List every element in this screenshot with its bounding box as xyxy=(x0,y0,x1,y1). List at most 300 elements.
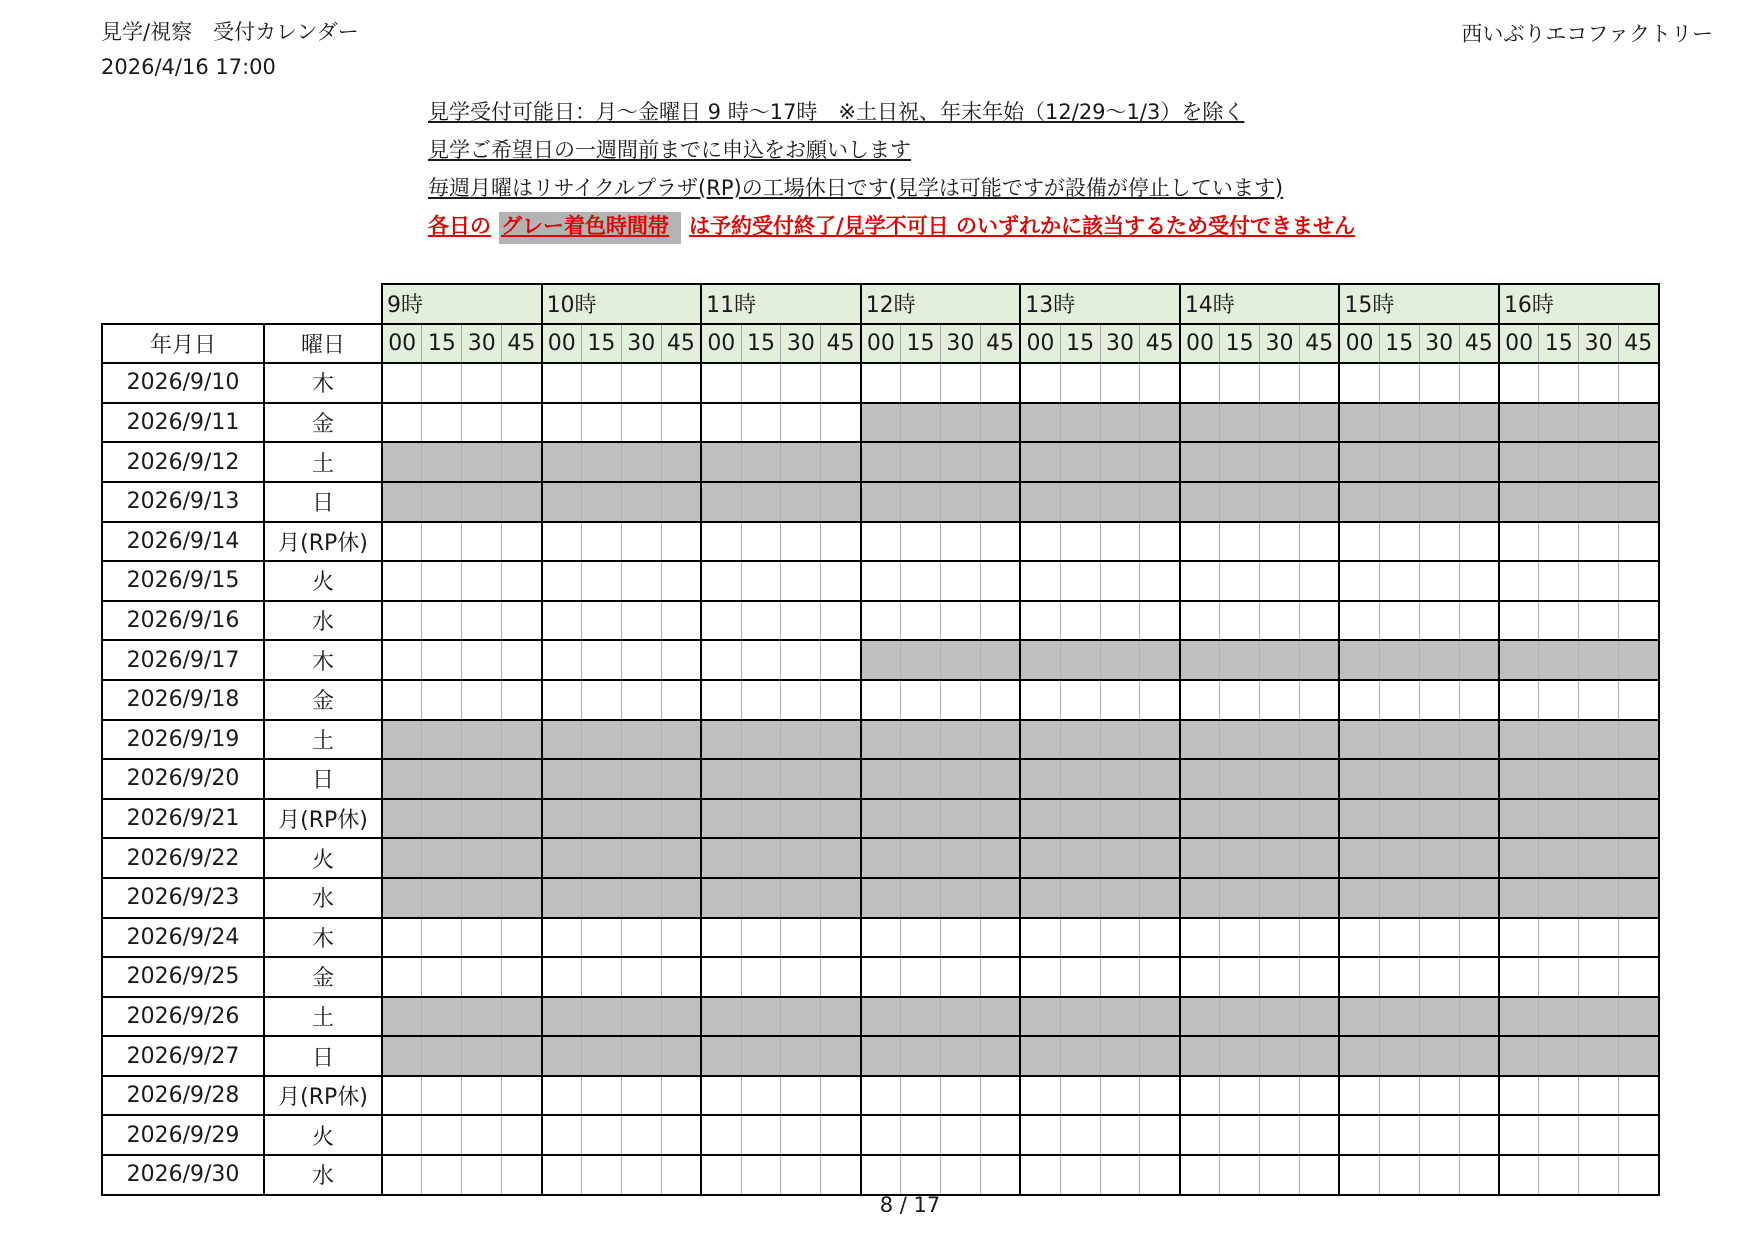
time-slot-available[interactable] xyxy=(1539,601,1579,641)
time-slot-available[interactable] xyxy=(581,1076,621,1116)
time-slot-available[interactable] xyxy=(701,918,741,958)
time-slot-available[interactable] xyxy=(422,1155,462,1195)
time-slot-available[interactable] xyxy=(1220,561,1260,601)
time-slot-available[interactable] xyxy=(1379,522,1419,562)
time-slot-available[interactable] xyxy=(1499,918,1539,958)
time-slot-available[interactable] xyxy=(1539,1155,1579,1195)
time-slot-available[interactable] xyxy=(1299,680,1339,720)
time-slot-available[interactable] xyxy=(1459,680,1499,720)
time-slot-available[interactable] xyxy=(701,1076,741,1116)
time-slot-available[interactable] xyxy=(1459,1115,1499,1155)
time-slot-available[interactable] xyxy=(661,957,701,997)
time-slot-available[interactable] xyxy=(422,640,462,680)
time-slot-available[interactable] xyxy=(1260,363,1300,403)
time-slot-available[interactable] xyxy=(1339,1076,1379,1116)
time-slot-available[interactable] xyxy=(741,601,781,641)
time-slot-available[interactable] xyxy=(861,522,901,562)
time-slot-available[interactable] xyxy=(1260,957,1300,997)
time-slot-available[interactable] xyxy=(901,1115,941,1155)
time-slot-available[interactable] xyxy=(1539,957,1579,997)
time-slot-available[interactable] xyxy=(581,522,621,562)
time-slot-available[interactable] xyxy=(1379,680,1419,720)
time-slot-available[interactable] xyxy=(1339,1115,1379,1155)
time-slot-available[interactable] xyxy=(661,1076,701,1116)
time-slot-available[interactable] xyxy=(1100,680,1140,720)
time-slot-available[interactable] xyxy=(701,1155,741,1195)
time-slot-available[interactable] xyxy=(861,561,901,601)
time-slot-available[interactable] xyxy=(382,957,422,997)
time-slot-available[interactable] xyxy=(781,522,821,562)
time-slot-available[interactable] xyxy=(821,1076,861,1116)
time-slot-available[interactable] xyxy=(1180,1076,1220,1116)
time-slot-available[interactable] xyxy=(1339,1155,1379,1195)
time-slot-available[interactable] xyxy=(1060,1155,1100,1195)
time-slot-available[interactable] xyxy=(422,561,462,601)
time-slot-available[interactable] xyxy=(821,957,861,997)
time-slot-available[interactable] xyxy=(621,522,661,562)
time-slot-available[interactable] xyxy=(1619,1115,1659,1155)
time-slot-available[interactable] xyxy=(422,403,462,443)
time-slot-available[interactable] xyxy=(462,918,502,958)
time-slot-available[interactable] xyxy=(1100,363,1140,403)
time-slot-available[interactable] xyxy=(1299,363,1339,403)
time-slot-available[interactable] xyxy=(1539,1076,1579,1116)
time-slot-available[interactable] xyxy=(1060,1115,1100,1155)
time-slot-available[interactable] xyxy=(542,957,582,997)
time-slot-available[interactable] xyxy=(980,1076,1020,1116)
time-slot-available[interactable] xyxy=(1579,601,1619,641)
time-slot-available[interactable] xyxy=(821,403,861,443)
time-slot-available[interactable] xyxy=(581,1115,621,1155)
time-slot-available[interactable] xyxy=(1379,561,1419,601)
time-slot-available[interactable] xyxy=(1379,601,1419,641)
time-slot-available[interactable] xyxy=(621,363,661,403)
time-slot-available[interactable] xyxy=(542,403,582,443)
time-slot-available[interactable] xyxy=(502,403,542,443)
time-slot-available[interactable] xyxy=(422,918,462,958)
time-slot-available[interactable] xyxy=(1220,680,1260,720)
time-slot-available[interactable] xyxy=(502,640,542,680)
time-slot-available[interactable] xyxy=(940,1076,980,1116)
time-slot-available[interactable] xyxy=(701,680,741,720)
time-slot-available[interactable] xyxy=(1020,680,1060,720)
time-slot-available[interactable] xyxy=(661,918,701,958)
time-slot-available[interactable] xyxy=(701,601,741,641)
time-slot-available[interactable] xyxy=(1140,957,1180,997)
time-slot-available[interactable] xyxy=(741,680,781,720)
time-slot-available[interactable] xyxy=(861,1076,901,1116)
time-slot-available[interactable] xyxy=(901,1076,941,1116)
time-slot-available[interactable] xyxy=(861,680,901,720)
time-slot-available[interactable] xyxy=(741,957,781,997)
time-slot-available[interactable] xyxy=(1459,363,1499,403)
time-slot-available[interactable] xyxy=(781,918,821,958)
time-slot-available[interactable] xyxy=(1379,957,1419,997)
time-slot-available[interactable] xyxy=(581,957,621,997)
time-slot-available[interactable] xyxy=(701,640,741,680)
time-slot-available[interactable] xyxy=(1140,680,1180,720)
time-slot-available[interactable] xyxy=(1499,522,1539,562)
time-slot-available[interactable] xyxy=(1619,680,1659,720)
time-slot-available[interactable] xyxy=(1499,1155,1539,1195)
time-slot-available[interactable] xyxy=(940,601,980,641)
time-slot-available[interactable] xyxy=(940,561,980,601)
time-slot-available[interactable] xyxy=(1220,1076,1260,1116)
time-slot-available[interactable] xyxy=(1140,601,1180,641)
time-slot-available[interactable] xyxy=(861,363,901,403)
time-slot-available[interactable] xyxy=(502,363,542,403)
time-slot-available[interactable] xyxy=(1020,957,1060,997)
time-slot-available[interactable] xyxy=(1459,561,1499,601)
time-slot-available[interactable] xyxy=(940,1115,980,1155)
time-slot-available[interactable] xyxy=(980,522,1020,562)
time-slot-available[interactable] xyxy=(1579,1076,1619,1116)
time-slot-available[interactable] xyxy=(462,640,502,680)
time-slot-available[interactable] xyxy=(1299,522,1339,562)
time-slot-available[interactable] xyxy=(1419,680,1459,720)
time-slot-available[interactable] xyxy=(1579,957,1619,997)
time-slot-available[interactable] xyxy=(621,680,661,720)
time-slot-available[interactable] xyxy=(1100,601,1140,641)
time-slot-available[interactable] xyxy=(821,1115,861,1155)
time-slot-available[interactable] xyxy=(1020,1155,1060,1195)
time-slot-available[interactable] xyxy=(462,601,502,641)
time-slot-available[interactable] xyxy=(1020,1115,1060,1155)
time-slot-available[interactable] xyxy=(741,918,781,958)
time-slot-available[interactable] xyxy=(781,561,821,601)
time-slot-available[interactable] xyxy=(980,1155,1020,1195)
time-slot-available[interactable] xyxy=(1260,601,1300,641)
time-slot-available[interactable] xyxy=(901,1155,941,1195)
time-slot-available[interactable] xyxy=(1180,1115,1220,1155)
time-slot-available[interactable] xyxy=(1619,957,1659,997)
time-slot-available[interactable] xyxy=(1299,601,1339,641)
time-slot-available[interactable] xyxy=(581,640,621,680)
time-slot-available[interactable] xyxy=(741,1115,781,1155)
time-slot-available[interactable] xyxy=(422,680,462,720)
time-slot-available[interactable] xyxy=(1220,957,1260,997)
time-slot-available[interactable] xyxy=(940,363,980,403)
time-slot-available[interactable] xyxy=(542,1155,582,1195)
time-slot-available[interactable] xyxy=(1459,522,1499,562)
time-slot-available[interactable] xyxy=(542,1115,582,1155)
time-slot-available[interactable] xyxy=(581,1155,621,1195)
time-slot-available[interactable] xyxy=(1060,680,1100,720)
time-slot-available[interactable] xyxy=(1499,680,1539,720)
time-slot-available[interactable] xyxy=(422,1076,462,1116)
time-slot-available[interactable] xyxy=(1100,1076,1140,1116)
time-slot-available[interactable] xyxy=(1260,522,1300,562)
time-slot-available[interactable] xyxy=(1140,1155,1180,1195)
time-slot-available[interactable] xyxy=(1060,957,1100,997)
time-slot-available[interactable] xyxy=(901,601,941,641)
time-slot-available[interactable] xyxy=(1299,1076,1339,1116)
time-slot-available[interactable] xyxy=(1499,561,1539,601)
time-slot-available[interactable] xyxy=(462,1155,502,1195)
time-slot-available[interactable] xyxy=(781,680,821,720)
time-slot-available[interactable] xyxy=(940,1155,980,1195)
time-slot-available[interactable] xyxy=(581,561,621,601)
time-slot-available[interactable] xyxy=(1419,1115,1459,1155)
time-slot-available[interactable] xyxy=(701,957,741,997)
time-slot-available[interactable] xyxy=(861,1155,901,1195)
time-slot-available[interactable] xyxy=(1619,601,1659,641)
time-slot-available[interactable] xyxy=(1180,522,1220,562)
time-slot-available[interactable] xyxy=(821,363,861,403)
time-slot-available[interactable] xyxy=(422,601,462,641)
time-slot-available[interactable] xyxy=(701,1115,741,1155)
time-slot-available[interactable] xyxy=(980,680,1020,720)
time-slot-available[interactable] xyxy=(661,1115,701,1155)
time-slot-available[interactable] xyxy=(542,918,582,958)
time-slot-available[interactable] xyxy=(1020,561,1060,601)
time-slot-available[interactable] xyxy=(781,957,821,997)
time-slot-available[interactable] xyxy=(661,680,701,720)
time-slot-available[interactable] xyxy=(1419,1076,1459,1116)
time-slot-available[interactable] xyxy=(542,680,582,720)
time-slot-available[interactable] xyxy=(422,1115,462,1155)
time-slot-available[interactable] xyxy=(502,680,542,720)
time-slot-available[interactable] xyxy=(1220,1115,1260,1155)
time-slot-available[interactable] xyxy=(1339,680,1379,720)
time-slot-available[interactable] xyxy=(1539,1115,1579,1155)
time-slot-available[interactable] xyxy=(1220,918,1260,958)
time-slot-available[interactable] xyxy=(1260,680,1300,720)
time-slot-available[interactable] xyxy=(940,957,980,997)
time-slot-available[interactable] xyxy=(1379,918,1419,958)
time-slot-available[interactable] xyxy=(1579,918,1619,958)
time-slot-available[interactable] xyxy=(462,522,502,562)
time-slot-available[interactable] xyxy=(542,561,582,601)
time-slot-available[interactable] xyxy=(781,1076,821,1116)
time-slot-available[interactable] xyxy=(542,1076,582,1116)
time-slot-available[interactable] xyxy=(1140,561,1180,601)
time-slot-available[interactable] xyxy=(1579,680,1619,720)
time-slot-available[interactable] xyxy=(741,561,781,601)
time-slot-available[interactable] xyxy=(1180,957,1220,997)
time-slot-available[interactable] xyxy=(1379,363,1419,403)
time-slot-available[interactable] xyxy=(1299,1155,1339,1195)
time-slot-available[interactable] xyxy=(1499,601,1539,641)
time-slot-available[interactable] xyxy=(1339,957,1379,997)
time-slot-available[interactable] xyxy=(1299,957,1339,997)
time-slot-available[interactable] xyxy=(861,1115,901,1155)
time-slot-available[interactable] xyxy=(621,601,661,641)
time-slot-available[interactable] xyxy=(1220,601,1260,641)
time-slot-available[interactable] xyxy=(1419,918,1459,958)
time-slot-available[interactable] xyxy=(1419,1155,1459,1195)
time-slot-available[interactable] xyxy=(621,1155,661,1195)
time-slot-available[interactable] xyxy=(1339,561,1379,601)
time-slot-available[interactable] xyxy=(821,1155,861,1195)
time-slot-available[interactable] xyxy=(980,957,1020,997)
time-slot-available[interactable] xyxy=(382,1115,422,1155)
time-slot-available[interactable] xyxy=(661,561,701,601)
time-slot-available[interactable] xyxy=(462,363,502,403)
time-slot-available[interactable] xyxy=(1180,918,1220,958)
time-slot-available[interactable] xyxy=(661,403,701,443)
time-slot-available[interactable] xyxy=(781,403,821,443)
time-slot-available[interactable] xyxy=(581,363,621,403)
time-slot-available[interactable] xyxy=(901,363,941,403)
time-slot-available[interactable] xyxy=(1060,601,1100,641)
time-slot-available[interactable] xyxy=(1459,601,1499,641)
time-slot-available[interactable] xyxy=(1180,363,1220,403)
time-slot-available[interactable] xyxy=(382,1155,422,1195)
time-slot-available[interactable] xyxy=(901,680,941,720)
time-slot-available[interactable] xyxy=(741,640,781,680)
time-slot-available[interactable] xyxy=(1339,601,1379,641)
time-slot-available[interactable] xyxy=(1499,1115,1539,1155)
time-slot-available[interactable] xyxy=(861,918,901,958)
time-slot-available[interactable] xyxy=(901,561,941,601)
time-slot-available[interactable] xyxy=(1260,561,1300,601)
time-slot-available[interactable] xyxy=(502,601,542,641)
time-slot-available[interactable] xyxy=(502,1115,542,1155)
time-slot-available[interactable] xyxy=(502,918,542,958)
time-slot-available[interactable] xyxy=(581,918,621,958)
time-slot-available[interactable] xyxy=(1619,918,1659,958)
time-slot-available[interactable] xyxy=(1499,957,1539,997)
time-slot-available[interactable] xyxy=(741,403,781,443)
time-slot-available[interactable] xyxy=(621,403,661,443)
time-slot-available[interactable] xyxy=(1100,957,1140,997)
time-slot-available[interactable] xyxy=(621,1115,661,1155)
time-slot-available[interactable] xyxy=(1619,1155,1659,1195)
time-slot-available[interactable] xyxy=(621,640,661,680)
time-slot-available[interactable] xyxy=(621,957,661,997)
time-slot-available[interactable] xyxy=(422,363,462,403)
time-slot-available[interactable] xyxy=(1459,1155,1499,1195)
time-slot-available[interactable] xyxy=(462,680,502,720)
time-slot-available[interactable] xyxy=(1140,1076,1180,1116)
time-slot-available[interactable] xyxy=(821,522,861,562)
time-slot-available[interactable] xyxy=(1419,957,1459,997)
time-slot-available[interactable] xyxy=(701,403,741,443)
time-slot-available[interactable] xyxy=(1100,522,1140,562)
time-slot-available[interactable] xyxy=(661,640,701,680)
time-slot-available[interactable] xyxy=(621,918,661,958)
time-slot-available[interactable] xyxy=(980,1115,1020,1155)
time-slot-available[interactable] xyxy=(502,1155,542,1195)
time-slot-available[interactable] xyxy=(741,1076,781,1116)
time-slot-available[interactable] xyxy=(1140,1115,1180,1155)
time-slot-available[interactable] xyxy=(1060,363,1100,403)
time-slot-available[interactable] xyxy=(382,918,422,958)
time-slot-available[interactable] xyxy=(581,601,621,641)
time-slot-available[interactable] xyxy=(1579,363,1619,403)
time-slot-available[interactable] xyxy=(1100,1115,1140,1155)
time-slot-available[interactable] xyxy=(821,918,861,958)
time-slot-available[interactable] xyxy=(661,1155,701,1195)
time-slot-available[interactable] xyxy=(821,640,861,680)
time-slot-available[interactable] xyxy=(821,601,861,641)
time-slot-available[interactable] xyxy=(1379,1076,1419,1116)
time-slot-available[interactable] xyxy=(661,601,701,641)
time-slot-available[interactable] xyxy=(980,601,1020,641)
time-slot-available[interactable] xyxy=(1020,1076,1060,1116)
time-slot-available[interactable] xyxy=(1539,918,1579,958)
time-slot-available[interactable] xyxy=(462,1076,502,1116)
time-slot-available[interactable] xyxy=(901,918,941,958)
time-slot-available[interactable] xyxy=(1220,1155,1260,1195)
time-slot-available[interactable] xyxy=(1299,918,1339,958)
time-slot-available[interactable] xyxy=(462,403,502,443)
time-slot-available[interactable] xyxy=(502,957,542,997)
time-slot-available[interactable] xyxy=(382,640,422,680)
time-slot-available[interactable] xyxy=(1100,1155,1140,1195)
time-slot-available[interactable] xyxy=(741,1155,781,1195)
time-slot-available[interactable] xyxy=(1020,522,1060,562)
time-slot-available[interactable] xyxy=(1220,363,1260,403)
time-slot-available[interactable] xyxy=(1619,561,1659,601)
time-slot-available[interactable] xyxy=(861,957,901,997)
time-slot-available[interactable] xyxy=(1579,1115,1619,1155)
time-slot-available[interactable] xyxy=(1140,522,1180,562)
time-slot-available[interactable] xyxy=(422,957,462,997)
time-slot-available[interactable] xyxy=(502,522,542,562)
time-slot-available[interactable] xyxy=(1339,918,1379,958)
time-slot-available[interactable] xyxy=(462,957,502,997)
time-slot-available[interactable] xyxy=(542,363,582,403)
time-slot-available[interactable] xyxy=(940,680,980,720)
time-slot-available[interactable] xyxy=(1060,1076,1100,1116)
time-slot-available[interactable] xyxy=(1459,918,1499,958)
time-slot-available[interactable] xyxy=(1539,522,1579,562)
time-slot-available[interactable] xyxy=(980,363,1020,403)
time-slot-available[interactable] xyxy=(1220,522,1260,562)
time-slot-available[interactable] xyxy=(781,363,821,403)
time-slot-available[interactable] xyxy=(940,918,980,958)
time-slot-available[interactable] xyxy=(1140,363,1180,403)
time-slot-available[interactable] xyxy=(1020,601,1060,641)
time-slot-available[interactable] xyxy=(1619,1076,1659,1116)
time-slot-available[interactable] xyxy=(382,403,422,443)
time-slot-available[interactable] xyxy=(701,522,741,562)
time-slot-available[interactable] xyxy=(462,561,502,601)
time-slot-available[interactable] xyxy=(741,522,781,562)
time-slot-available[interactable] xyxy=(1419,522,1459,562)
time-slot-available[interactable] xyxy=(861,601,901,641)
time-slot-available[interactable] xyxy=(701,561,741,601)
time-slot-available[interactable] xyxy=(462,1115,502,1155)
time-slot-available[interactable] xyxy=(661,363,701,403)
time-slot-available[interactable] xyxy=(1499,363,1539,403)
time-slot-available[interactable] xyxy=(1020,363,1060,403)
time-slot-available[interactable] xyxy=(821,680,861,720)
time-slot-available[interactable] xyxy=(502,561,542,601)
time-slot-available[interactable] xyxy=(382,561,422,601)
time-slot-available[interactable] xyxy=(1339,522,1379,562)
time-slot-available[interactable] xyxy=(382,1076,422,1116)
time-slot-available[interactable] xyxy=(781,640,821,680)
time-slot-available[interactable] xyxy=(1299,1115,1339,1155)
time-slot-available[interactable] xyxy=(1060,561,1100,601)
time-slot-available[interactable] xyxy=(1459,1076,1499,1116)
time-slot-available[interactable] xyxy=(1140,918,1180,958)
time-slot-available[interactable] xyxy=(542,601,582,641)
time-slot-available[interactable] xyxy=(1180,680,1220,720)
time-slot-available[interactable] xyxy=(581,680,621,720)
time-slot-available[interactable] xyxy=(661,522,701,562)
time-slot-available[interactable] xyxy=(1020,918,1060,958)
time-slot-available[interactable] xyxy=(1060,918,1100,958)
time-slot-available[interactable] xyxy=(1260,1155,1300,1195)
time-slot-available[interactable] xyxy=(1260,1115,1300,1155)
time-slot-available[interactable] xyxy=(1100,561,1140,601)
time-slot-available[interactable] xyxy=(542,640,582,680)
time-slot-available[interactable] xyxy=(1180,1155,1220,1195)
